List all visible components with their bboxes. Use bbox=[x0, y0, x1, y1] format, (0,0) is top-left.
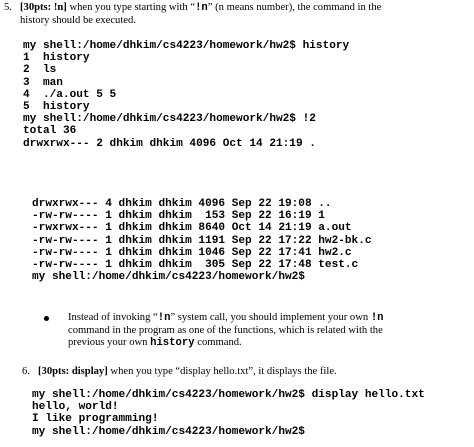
bullet-code-1: !n bbox=[157, 312, 171, 324]
terminal-line: -rw-rw---- 1 dhkim dhkim 153 Sep 22 16:19 1 bbox=[32, 210, 325, 223]
terminal-line: 3 man bbox=[23, 76, 63, 89]
bullet-code-3: history bbox=[150, 337, 195, 349]
terminal-line: hello, world! bbox=[32, 401, 119, 414]
bullet-line-3 bbox=[50, 337, 466, 350]
bullet-dot-icon bbox=[44, 316, 49, 321]
bullet-text-b: ” system call, you should implement your own bbox=[170, 312, 371, 323]
bullet-code-2: !n bbox=[370, 312, 384, 324]
question-5 bbox=[4, 2, 466, 27]
bullet-text-a: Instead of invoking “ bbox=[68, 312, 158, 323]
terminal-line: -rw-rw---- 1 dhkim dhkim 305 Sep 22 17:48 test.c bbox=[32, 259, 359, 272]
terminal-line: my shell:/home/dhkim/cs4223/homework/hw2$ display hello.txt bbox=[32, 389, 425, 401]
question-6-text: when you type “display hello.txt”, it displays the file. bbox=[107, 366, 337, 377]
bullet-text-c: previous your own bbox=[68, 337, 151, 348]
bullet-line-2: command in the program as one of the functions, which is related with the bbox=[68, 324, 383, 336]
terminal-line: 1 history bbox=[23, 52, 90, 65]
question-6 bbox=[22, 366, 466, 379]
question-5-label: [30pts: !n] bbox=[20, 2, 67, 13]
terminal-block-1 bbox=[23, 40, 349, 150]
terminal-line: -rw-rw---- 1 dhkim dhkim 1046 Sep 22 17:41 hw2.c bbox=[32, 246, 352, 259]
terminal-line: I like programming! bbox=[32, 413, 159, 426]
terminal-line: drwxrwx--- 4 dhkim dhkim 4096 Sep 22 19:08 .. bbox=[32, 198, 332, 210]
question-5-code: !n bbox=[195, 2, 208, 14]
bullet-note bbox=[50, 312, 466, 350]
terminal-line: -rwxrwx--- 1 dhkim dhkim 8640 Oct 14 21:19 a.out bbox=[32, 222, 352, 235]
terminal-line: my shell:/home/dhkim/cs4223/homework/hw2$ !2 bbox=[23, 113, 316, 126]
question-5-line-2: history should be executed. bbox=[20, 14, 136, 26]
bullet-text-d: command. bbox=[194, 337, 242, 348]
terminal-line: drwxrwx--- 2 dhkim dhkim 4096 Oct 14 21:19 . bbox=[23, 137, 316, 150]
question-5-line-1 bbox=[4, 2, 466, 15]
terminal-line: my shell:/home/dhkim/cs4223/homework/hw2$ bbox=[32, 271, 305, 284]
terminal-line: 2 ls bbox=[23, 64, 57, 77]
question-5-text-a: when you type starting with “ bbox=[66, 2, 196, 13]
question-6-number: 6. bbox=[22, 366, 30, 377]
terminal-line: total 36 bbox=[23, 125, 77, 138]
terminal-line: 5 history bbox=[23, 101, 90, 114]
question-5-number: 5. bbox=[4, 2, 12, 13]
question-6-label: [30pts: display] bbox=[38, 366, 108, 377]
terminal-line: my shell:/home/dhkim/cs4223/homework/hw2$ history bbox=[23, 40, 350, 52]
question-5-text-b: ” (n means number), the command in the bbox=[207, 2, 382, 13]
terminal-line: -rw-rw---- 1 dhkim dhkim 1191 Sep 22 17:22 hw2-bk.c bbox=[32, 234, 372, 247]
terminal-line: 4 ./a.out 5 5 bbox=[23, 88, 117, 101]
terminal-line: my shell:/home/dhkim/cs4223/homework/hw2$ bbox=[32, 425, 305, 438]
bullet-line-1 bbox=[50, 312, 466, 325]
terminal-block-3 bbox=[32, 389, 425, 438]
terminal-block-2 bbox=[32, 198, 372, 283]
